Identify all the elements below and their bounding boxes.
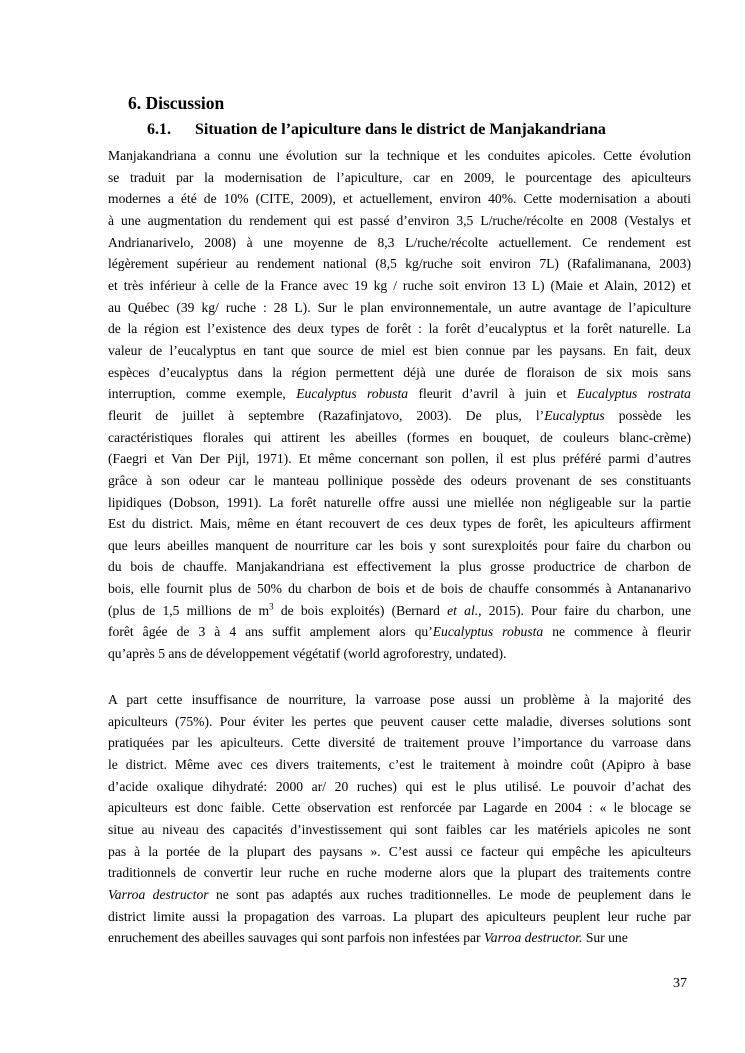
text-line: le district. Même avec ces divers traitements, c’est le traitement à moindre coût (Apipro à base: [108, 756, 691, 772]
text-line: apiculteurs est donc faible. Cette observation est renforcée par Lagarde en 2004 : « le blocage se: [108, 800, 691, 816]
text-line: du bois de chauffe. Manjakandriana est effectivement la plus grosse productrice de charbon de: [108, 559, 691, 575]
paragraph-1: [108, 145, 691, 665]
page-number: 37: [673, 976, 687, 991]
text-line: (Faegri et Van Der Pijl, 1971). Et même concernant son pollen, il est plus préféré parmi d’autres: [108, 451, 691, 467]
text-line: d’acide oxalique dihydraté: 2000 ar/ 20 ruches) qui est le plus utilisé. Le pouvoir d’achat des: [108, 778, 691, 794]
section-number: 6.: [128, 93, 142, 113]
text-line: district limite aussi la propagation des varroas. La plupart des apiculteurs peuplent leur ruche par: [108, 908, 691, 924]
text-line: valeur de l’eucalyptus en tant que source de miel est bien connue par les paysans. En fait, deux: [108, 342, 691, 358]
text-line: lipidiques (Dobson, 1991). La forêt naturelle offre aussi une miellée non négligeable sur la partie: [108, 494, 691, 510]
section-title: Discussion: [145, 93, 225, 113]
italic-term: Eucalyptus rostrata: [576, 386, 691, 402]
section-heading: [128, 93, 224, 114]
text-line: fleurit de juillet à septembre (Razafinjatovo, 2003). De plus, l’Eucalyptus possède les: [108, 407, 691, 423]
italic-term: et al.: [447, 602, 479, 618]
text-line: et très inférieur à celle de la France avec 19 kg / ruche soit environ 13 L) (Maie et Alain, 2012) et: [108, 277, 691, 293]
text-line: forêt âgée de 3 à 4 ans suffit amplement alors qu’Eucalyptus robusta ne commence à fleurir: [108, 624, 691, 640]
italic-term: Varroa destructor: [108, 886, 209, 902]
text-line: A part cette insuffisance de nourriture, la varroase pose aussi un problème à la majorité des: [108, 692, 691, 707]
text-line: Varroa destructor ne sont pas adaptés aux ruches traditionnelles. Le mode de peuplement dans le: [108, 886, 691, 902]
text-line: enruchement des abeilles sauvages qui sont parfois non infestées par Varroa destructor. Sur une: [108, 930, 628, 946]
text-line: Manjakandriana a connu une évolution sur la technique et les conduites apicoles. Cette évolution: [108, 148, 691, 163]
text-line: pas à la portée de la plupart des paysans ». C’est aussi ce facteur qui empêche les apiculteurs: [108, 843, 691, 859]
text-line: espèces d’eucalyptus dans la région permettent déjà une durée de floraison de six mois sans: [108, 364, 691, 380]
text-line: pratiquées par les apiculteurs. Cette diversité de traitement prouve l’importance du varroase dans: [108, 735, 691, 751]
text-line: à une augmentation du rendement qui est passé d’environ 3,5 L/ruche/récolte en 2008 (Vestalys et: [108, 212, 691, 228]
text-line: traditionnels de convertir leur ruche en ruche moderne alors que la plupart des traitements contre: [108, 865, 691, 881]
text-line: Est du district. Mais, même en étant recouvert de ces deux types de forêt, les apiculteurs affirment: [108, 516, 691, 532]
text-line: grâce à son odeur car le manteau pollinique possède des odeurs provenant de ses constituants: [108, 472, 691, 488]
text-line: modernes a été de 10% (CITE, 2009), et actuellement, environ 40%. Cette modernisation a abouti: [108, 191, 691, 207]
italic-term: Eucalyptus robusta: [432, 624, 544, 640]
text-line: apiculteurs (75%). Pour éviter les pertes que peuvent causer cette maladie, diverses solutions sont: [108, 713, 691, 729]
text-line: de la région est l’existence des deux types de forêt : la forêt d’eucalyptus et la forêt naturelle. La: [108, 321, 691, 337]
subsection-heading: [147, 121, 606, 139]
text-line: Andrianarivelo, 2008) à une moyenne de 8,3 L/ruche/récolte actuellement. Ce rendement est: [108, 234, 691, 250]
text-line: qu’après 5 ans de développement végétatif (world agroforestry, undated).: [108, 646, 507, 662]
superscript: 3: [269, 601, 274, 612]
text-line: interruption, comme exemple, Eucalyptus robusta fleurit d’avril à juin et Eucalyptus rostrata: [108, 386, 691, 402]
italic-term: Varroa destructor.: [483, 930, 583, 946]
subsection-title: Situation de l’apiculture dans le district de Manjakandriana: [195, 121, 606, 138]
text-line: que leurs abeilles manquent de nourriture car les bois y sont surexploités pour faire du charbon ou: [108, 537, 691, 553]
text-line: situe au niveau des capacités d’investissement qui sont faibles car les matériels apicoles ne sont: [108, 821, 691, 837]
text-line: (plus de 1,5 millions de $m^3$ de bois exploités) (Bernard et al., 2015). Pour faire du charbon, une: [108, 601, 691, 618]
subsection-number: 6.1.: [147, 121, 171, 138]
paragraph-2: [108, 689, 691, 949]
text-line: au Québec (39 kg/ ruche : 28 L). Sur le plan environnementale, un autre avantage de l’apiculture: [108, 299, 691, 315]
text-line: se traduit par la modernisation de l’apiculture, car en 2009, le pourcentage des apiculteurs: [108, 169, 691, 185]
italic-term: Eucalyptus: [544, 407, 605, 423]
text-line: caractéristiques florales qui attirent les abeilles (formes en bouquet, de couleurs blanc-crème): [108, 429, 691, 445]
text-line: légèrement supérieur au rendement national (8,5 kg/ruche soit environ 7L) (Rafalimanana, 2003): [108, 256, 691, 272]
text-line: bois, elle fournit plus de 50% du charbon de bois et de bois de chauffe consommés à Antananarivo: [108, 581, 691, 597]
italic-term: Eucalyptus robusta: [296, 386, 409, 402]
